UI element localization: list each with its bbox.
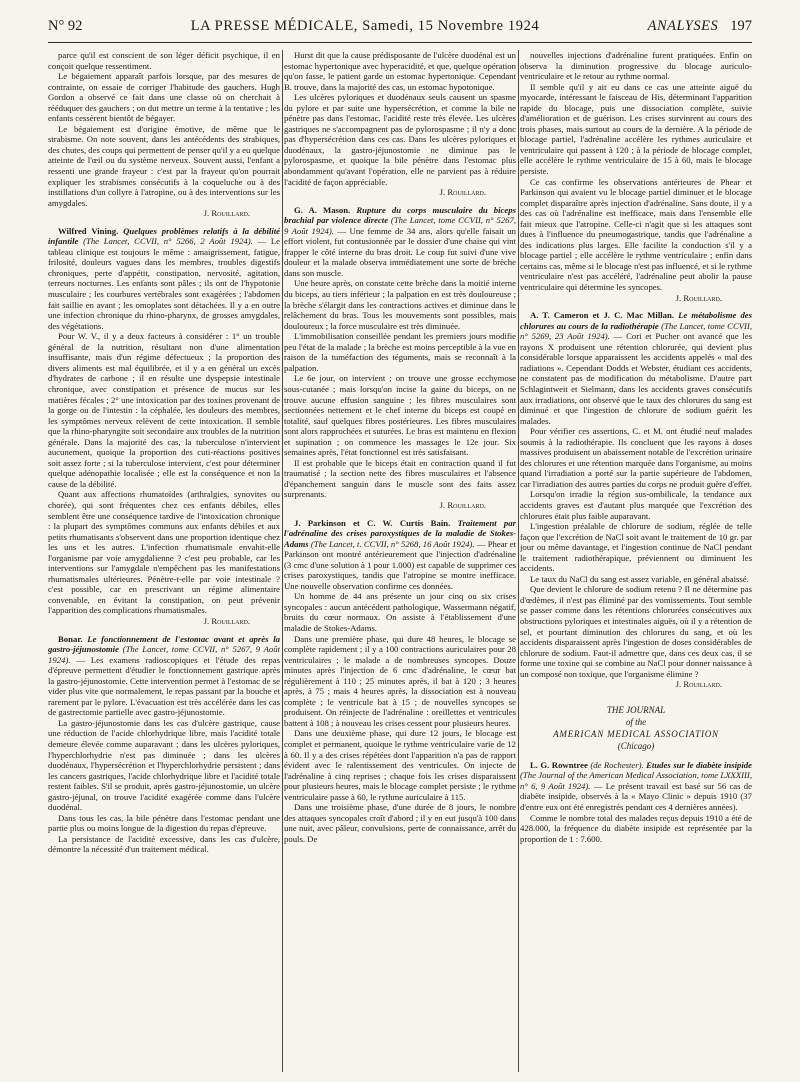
article-title: Le métabolisme des chlorures au cours de la radiothérapie [520,310,752,331]
article-author: Wilfred Vining. [58,225,119,236]
column-divider [516,50,520,1072]
article-body: — Une femme de 34 ans, alors qu'elle faisait un effort violent, fut contusionnée par le dossier d'une chaise qui vint frapper le côté interne du bras droit. Le coup fut suivi d'une vive douleur et la malade observa immédiatement une sorte de brèche dans son muscle. [284,225,516,278]
article-author: J. Parkinson et C. W. Curtis Bain. [294,517,451,528]
article-start [284,518,516,592]
author-signature: J. Rouillard. [203,208,250,219]
article-author: A. T. Cameron et J. C. Mac Millan. [530,310,674,321]
issue-number: N° 92 [48,18,83,34]
article-start [520,310,752,426]
article-title: Rupture du corps musculaire du biceps brachial par violence directe [284,204,516,226]
paragraph: Le bégaiement est d'origine émotive, de même que le strabisme. On note souvent, dans les antécédents des strabiques, des chutes, des coups qui permettent de penser qu'il y a eu quelque atteinte de l'œil ou du système nerveux. Souvent aussi, l'enfant a ressenti une grande frayeur : c'est par la frayeur qu'on pourrait expliquer les strabismes consécutifs à la coqueluche ou à des instillations d'un collyre à l'atropine, ou à des interventions sur les amygdales. [48,123,280,208]
article-body: — Cori et Pucher ont avancé que les rayons X produisent une rétention chlorurée, qui devient plus considérable lorsque apparaissent les accidents appelés « mal des radiations ». Cependant Dodds et Webster, étudiant ces accidents, ne constatent pas de modification du métabolisme. D'autre part Schlagintweit et Sielmann, dans les accidents graves consécutifs aux irradiations, ont observé que le taux des chlorures du sang est diminué et que l'ingestion de chlorure de sodium guérit les malades. [520,331,752,426]
article-citation: (The Lancet, t. CCVII, n° 5268, 16 Août 1924). [310,538,475,549]
column-divider [280,50,284,1072]
article-author: L. G. Rowntree [530,759,588,770]
paragraph: Le taux du NaCl du sang est assez variable, en général abaissé. [530,573,749,584]
page-header [48,18,752,40]
paragraph: L'ingestion préalable de chlorure de sodium, réglée de telle façon que l'excrétion de NaCl soit avant le traitement de 10 gr. par jour ou même davantage, et l'ingestion continue de NaCl pendant le traitement radiothérapique, préviennent ou diminuent les accidents. [520,521,752,574]
paragraph: Un homme de 44 ans présente un jour cinq ou six crises syncopales : aucun antécédent pathologique, Wassermann négatif, bruits du cœur normaux. On assiste à l'établissement d'une maladie de Stokes-Adams. [284,591,516,633]
column-3 [520,50,752,1072]
paragraph: La persistance de l'acidité excessive, dans les cas d'ulcère, démontre la nécessité d'un traitement médical. [48,833,280,855]
paragraph: Hurst dit que la cause prédisposante de l'ulcère duodénal est un estomac hypertonique avec hyperacidité, et que, quelque opération qu'on fasse, le patient garde un estomac hypertonique. Cependant B. trouve, dans la majorité des cas, un estomac hypotonique. [284,50,516,92]
author-signature: J. Rouillard. [675,679,722,690]
page-body [48,50,752,1072]
article-citation: (de Rochester). [590,759,644,770]
article-start [520,760,752,813]
page-number: 197 [730,18,752,34]
paragraph: parce qu'il est conscient de son léger déficit psychique, il en conçoit quelque ressentiment. [48,50,280,71]
author-signature: J. Rouillard. [675,292,722,303]
article-citation: (The Journal of the American Medical Association, tome LXXXIII, n° 6, 9 Août 1924). [520,770,752,791]
article-title: Le fonctionnement de l'estomac avant et après la gastro-jéjunostomie [48,633,280,655]
paragraph: nouvelles injections d'adrénaline furent pratiquées. Enfin on observa la diminution progressive du blocage auriculo-ventriculaire et le retour au rythme normal. [520,50,752,82]
article-start [48,634,280,718]
paragraph: Ce cas confirme les observations antérieures de Phear et Parkinson qui avaient vu le blocage partiel diminuer et le blocage complet disparaître après injection d'adrénaline. Sans doute, il y a des cas où l'adrénaline est inefficace, mais dans l'ensemble elle fait mieux que l'atropine. Celle-ci n'agit que si les attaques sont dues à l'influence du pneumogastrique, tandis que l'adrénaline a des indications plus larges. Elle facilite la conduction s'il y a blocage partiel ; elle accélère le rythme ventriculaire ; enfin dans certains cas, même si le blocage n'est pas influencé, et si le rythme ventriculaire n'est pas accéléré, l'adrénaline peut abolir la pause ventriculaire qui détermine les syncopes. [520,176,752,293]
journal-heading-line: of the [625,716,647,727]
article-title: Etudes sur le diabète insipide [646,759,752,770]
article-title: Quelques problèmes relatifs à la débilité infantile [48,225,280,247]
author-signature: J. Rouillard. [439,499,486,510]
journal-heading-line: THE JOURNAL [606,704,666,715]
paragraph: Dans une troisième phase, d'une durée de 8 jours, le nombre des attaques syncopales croît d'abord ; il y en eut jusqu'à 100 dans une nuit, avec pâleur, convulsions, perte de connaissance, arrêt du pouls. De [284,802,516,844]
column-2 [284,50,516,1072]
column-1 [48,50,280,1072]
article-body: — Phear et Parkinson ont montré antérieurement que l'injection d'adrénaline (3 cmc d'une solution à 1 pour 1.000) est capable de supprimer ces crises paroxystiques, tandis que l'atropine se montre inefficace. Une nouvelle observation confirme ces données. [284,538,516,591]
paragraph: Lorsqu'on irradie la région sus-ombilicale, la tendance aux accidents graves est d'autant plus marquée que l'excrétion des chlorures était plus faible auparavant. [520,489,752,521]
article-author: Bonar. [58,633,83,644]
paragraph: Que devient le chlorure de sodium retenu ? Il ne détermine pas d'œdèmes, il n'est pas éliminé par des vomissements. Tout semble se passer comme dans les rétentions chlorurées consécutives aux obstructions pyloriques et intestinales aiguës, où il y a rétention de sel, et pourtant diminution des chlorures du sang, et où les accidents disparaissent après l'ingestion de doses considérables de chlorure de sodium. Faut-il admettre que, dans ces deux cas, il se forme une toxine qui se combine au NaCl pour donner naissance à un composé non toxique, que l'organisme élimine ? [520,584,752,679]
article-citation: (The Lancet, tome CCVII, n° 5267, 9 Août 1924). [48,644,280,665]
paragraph: Pour W. V., il y a deux facteurs à considérer : 1° un trouble général de la nutrition, résultant non d'une alimentation insuffisante, mais d'un régime défectueux ; la proportion des divers aliments est mal équilibrée, et il y a en général un excès d'hydrates de carbone ; il en résulte une dyspepsie intestinale chronique, avec constipation et présence de mucus sur les matières fécales ; 2° une intoxication par des toxines provenant de la gorge ou de l'intestin : la céphalée, les douleurs des membres, les symptômes nerveux relèvent de cette intoxication. Il semble que la rhino-pharyngite soit secondaire aux troubles de la nutrition générale. Dans la majorité des cas, la tuberculose n'intervient aucunement, quoique la proportion des cuti-réactions positives soit assez forte ; si la tuberculose intervient, c'est pour déterminer quelque adénopathie localisée ; elle est la conséquence et non la cause de la débilité. [48,331,280,489]
paragraph: Les ulcères pyloriques et duodénaux seuls causent un spasme du pylore et par suite une hypersécrétion, et comme la bile ne pénètre pas dans l'estomac, l'acidité reste très élevée. Les ulcères gastriques ne s'accompagnent pas de pylorospasme ; il n'y a donc pas d'hypersécrétion dans ces cas. Dans les ulcères pyloriques et duodénaux, la gastro-jéjunostomie ne diminue pas le pylorospasme, et quoique la bile pénètre dans l'estomac plus abondamment qu'avant l'opération, elle ne parvient pas à réduire l'acidité de façon appréciable. [284,92,516,187]
article-citation: (The Lancet, tome CCVII, n° 5269, 23 Août 1924). [520,320,752,342]
paragraph: Le bégaiement apparaît parfois lorsque, par des mesures de contrainte, on essaie de corriger l'habitude des gauchers. Hugh Gordon a observé ce fait dans une classe où on cherchait à rééduquer des gauchers ; on dut mettre un terme à la tentative ; les enfants cessèrent bientôt de bégayer. [48,71,280,124]
paragraph: Il semble qu'il y ait eu dans ce cas une atteinte aiguë du myocarde, intéressant le faisceau de His, déterminant l'apparition rapide du blocage, puis une dissociation complète, suivie d'amélioration et de guérison. Les crises survinrent au cours des trois phases, mais surtout au cours de la dernière. A la période de blocage partiel, l'adrénaline accélère les rythmes auriculaire et ventriculaire qui passent à 120 ; à la période de blocage complet, elle accélère le rythme ventriculaire de 15 à 60, mais le blocage persiste. [520,81,752,177]
paragraph: L'immobilisation conseillée pendant les premiers jours modifie peu l'état de la malade ; la brèche est moins perceptible à la vue en raison de la tuméfaction des téguments, mais se reconnaît à la palpation. [284,331,516,373]
article-title: Traitement par l'adrénaline des crises paroxystiques de la maladie de Stokes-Adams [284,517,516,549]
author-signature: J. Rouillard. [203,615,250,626]
paragraph: Pour vérifier ces assertions, C. et M. ont étudié neuf malades soumis à la radiothérapie. Ils concluent que les rayons à doses massives produisent un abaissement notable de l'excrétion urinaire des chlorures et une rétention marquée dans l'organisme, au moins quand l'irradiation a porté sur la partie supérieure de l'abdomen, car l'irradiation des autres parties du corps ne produit guère d'effet. [520,426,752,489]
article-body: — Les examens radioscopiques et l'étude des repas d'épreuve permettent d'étudier le fonctionnement gastrique après la gastro-jéjunostomie. Cette intervention permet à l'estomac de se vider plus vite que normalement, le repas passant par la bouche et rarement par le pylore. L'évacuation est très accélérée dans les cas de gastrectomie partielle avec gastro-jéjunostomie. [48,654,280,718]
article-author: G. A. Mason. [294,204,351,215]
paragraph: Comme le nombre total des malades reçus depuis 1910 a été de 428.000, la fréquence du diabète insipide est représentée par la proportion de 1 : 7.600. [520,812,752,844]
paragraph: La gastro-jéjunostomie dans les cas d'ulcère gastrique, cause une réduction de l'acide chlorhydrique libre, mais l'acidité totale demeure élevée comme auparavant ; dans les ulcères pyloriques, l'hyperchlorhydrie n'est pas diminuée ; dans les ulcères duodénaux, l'hypersécrétion et l'hyperchlorhydrie persistent ; dans les cancers gastriques, l'acide chlorhydrique libre et l'acidité totale restent faibles. S'il se produit, après gastro-jéjunostomie, un ulcère gastro-jéjunal, on trouve l'acidité exagérée comme dans l'ulcère duodénal. [48,717,280,813]
section-name: ANALYSES [647,18,719,34]
paragraph: Dans une première phase, qui dure 48 heures, le blocage se complète rapidement ; il y a 100 contractions auriculaires pour 28 ventriculaires ; le malade a de nombreuses syncopes. Douze minutes après l'injection de 6 cmc d'adrénaline, le cœur bat régulièrement à 110 ; 25 minutes après, il bat à 120 ; 3 heures après, à 75 ; mais 4 heures après, la dissociation est à nouveau complète ; le ventricule bat à 15 ; de nouvelles syncopes se produisent. On réinjecte de l'adrénaline : oreillettes et ventricules battent à 108 ; à nouveau les crises cessent pour plusieurs heures. [284,633,516,728]
article-body: — Le tableau clinique est toujours le même : amaigrissement, fatigue, frilosité, douleurs vagues dans les membres, troubles digestifs chroniques, perte d'appétit, constipation, nervosité, agitation, terreurs nocturnes. Les enfants sont pâles ; ils ont de l'hypotonie musculaire ; les courbures vertébrales sont exagérées ; l'abdomen fait saillie en avant ; les omoplates sont détachées. Il y a en outre une infection chronique du rhino-pharynx, de grosses amygdales, des végétations. [48,236,280,331]
article-citation: (The Lancet, CCVII, n° 5266, 2 Août 1924). [83,236,253,247]
paragraph: Il est probable que le biceps était en contraction quand il fut traumatisé ; la section nette des fibres musculaires et l'absence d'épanchement sanguin dans le muscle sont des faits assez surprenants. [284,457,516,500]
journal-title: LA PRESSE MÉDICALE, Samedi, 15 Novembre 1924 [190,18,540,34]
journal-heading [520,704,752,752]
journal-heading-line: AMERICAN MEDICAL ASSOCIATION [553,728,719,739]
paragraph: Le 6e jour, on intervient ; on trouve une grosse ecchymose sous-cutanée ; mais lorsqu'on incise la gaine du biceps, on ne trouve aucune effusion sanguine ; les fibres musculaires sont sectionnées nettement et le chef interne du biceps est coupé en totalité, sauf quelques fibres postérieures. Les fibres musculaires sont alors rapprochées et suturées. Le bras est maintenu en flexion et supination ; on commence les massages le 12e jour. Six semaines après, l'état fonctionnel est très satisfaisant. [284,373,516,458]
author-signature: J. Rouillard. [439,187,486,198]
paragraph: Une heure après, on constate cette brèche dans la moitié interne du biceps, au tiers inférieur ; la palpation en est très douloureuse ; la brèche s'élargit dans les contractions actives et diminue dans le relâchement du bras. Tous les mouvements sont possibles, mais douloureux ; la force musculaire est très diminuée. [284,278,516,331]
article-start [48,226,280,331]
article-start [284,205,516,279]
article-citation: (The Lancet, tome CCVII, n° 5267, 9 Août 1924). [284,215,516,236]
journal-heading-line: (Chicago) [617,740,655,751]
header-right [648,18,752,35]
article-body: — Le présent travail est basé sur 56 cas de diabète insipide, observés à la « Mayo Clinic » depuis 1910 (37 d'entre eux ont été enregistrés pendant ces 4 dernières années). [520,780,752,812]
paragraph: Dans une deuxième phase, qui dure 12 jours, le blocage est complet et permanent, quoique le rythme ventriculaire varie de 12 à 60. Il y a des crises répétées dont l'apparition n'a pas de rapport évident avec le ralentissement des ventricules. On injecte de l'adrénaline à cinq reprises ; chaque fois les crises disparaissent pour plusieurs heures, mais le blocage complet persiste ; le rythme ventriculaire passe à 60, le rythme auriculaire à 115. [284,728,516,802]
header-rule [48,42,752,43]
paragraph: Quant aux affections rhumatoïdes (arthralgies, synovites ou chorée), qui sont fréquentes chez ces enfants débiles, elles semblent être une conséquence tardive de l'intoxication chronique : la plupart des symptômes communs aux enfants débiles et aux petits rhumatisants s'observent dans une proportion identique chez les uns et les autres. L'infection rhumatismale envahit-elle l'organisme par voie amygdalienne ? c'est peu probable, car les interventions sur l'amygdale n'empêchent pas les manifestations rhumatismales ultérieures. Pénètre-t-elle par voie intestinale ? c'est possible, car en prescrivant un régime alimentaire convenable, en évitant la constipation, on peut prévenir l'apparition des complications rhumatismales. [48,489,280,616]
paragraph: Dans tous les cas, la bile pénètre dans l'estomac pendant une partie plus ou moins longue de la digestion du repas d'épreuve. [48,812,280,834]
